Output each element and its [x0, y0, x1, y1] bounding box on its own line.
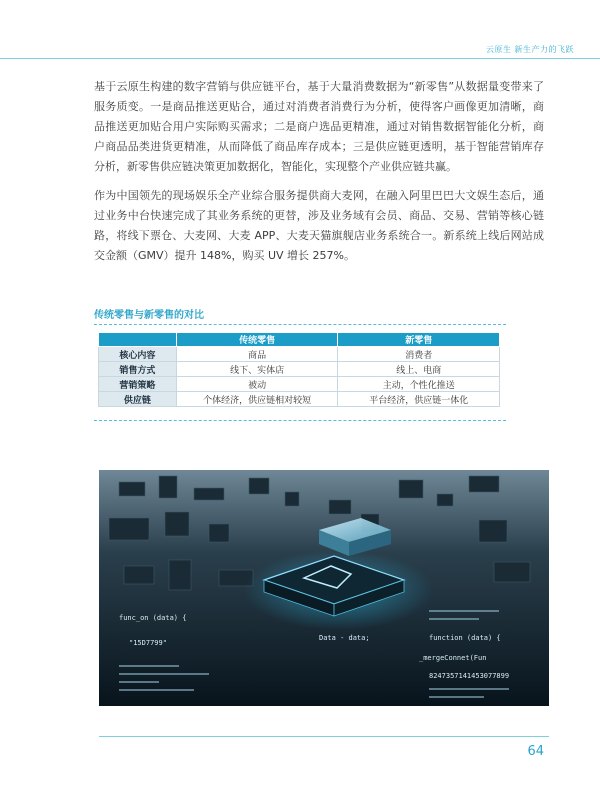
table-header-corner [99, 333, 177, 347]
paragraph-2: 作为中国领先的现场娱乐全产业综合服务提供商大麦网，在融入阿里巴巴大文娱生态后，通过业务中台快速完成了其业务系统的更替，涉及业务域有会员、商品、交易、营销等核心链路，将线下票仓、大麦网、大麦 APP、大麦天猫旗舰店业务系统合一。新系统上线后网站成交金额（GMV）提升 148%，购买 UV 增长 257%。 [94, 189, 544, 262]
table-header-row [99, 333, 500, 347]
table-title: 传统零售与新零售的对比 [94, 310, 204, 321]
circuit-board-illustration [99, 470, 549, 706]
footer-divider [99, 736, 549, 737]
code-snippet: "15D7799" [129, 639, 167, 647]
table-row [99, 377, 500, 392]
table-header-new: 新零售 [338, 333, 500, 347]
table-row [99, 362, 500, 377]
row-label: 核心内容 [99, 347, 177, 362]
cell-traditional: 线下、实体店 [176, 362, 338, 377]
cell-traditional: 被动 [176, 377, 338, 392]
row-label: 销售方式 [99, 362, 177, 377]
paragraph-1: 基于云原生构建的数字营销与供应链平台，基于大量消费数据为“新零售”从数据量变带来了服务质变。一是商品推送更贴合，通过对消费者消费行为分析，使得客户画像更加清晰，商品推送更加贴合用户实际购买需求；二是商户选品更精准，通过对销售数据智能化分析，商户商品品类进货更精准，从而降低了商品库存成本；三是供应链更透明，基于智能营销库存分析，新零售供应链决策更加数据化，智能化，实现整个产业供应链共赢。 [94, 80, 544, 173]
table-top-divider [94, 324, 506, 325]
code-snippet: Data - data; [319, 634, 370, 642]
code-snippet: function (data) { [429, 634, 501, 642]
code-snippet: func_on (data) { [119, 614, 187, 622]
row-label: 供应链 [99, 392, 177, 407]
table-bottom-divider [94, 420, 506, 421]
table-header-traditional: 传统零售 [176, 333, 338, 347]
code-snippet: 8247357141453077899 [429, 672, 510, 680]
header-tagline: 云原生 新生产力的飞跃 [485, 45, 574, 54]
cell-traditional: 个体经济，供应链相对较短 [176, 392, 338, 407]
code-snippet: _mergeConnet(Fun [419, 654, 487, 662]
cell-new: 消费者 [338, 347, 500, 362]
table-row [99, 392, 500, 407]
cell-new: 平台经济，供应链一体化 [338, 392, 500, 407]
table-row [99, 347, 500, 362]
page-number: 64 [527, 744, 544, 759]
cell-new: 线上、电商 [338, 362, 500, 377]
row-label: 营销策略 [99, 377, 177, 392]
cell-traditional: 商品 [176, 347, 338, 362]
comparison-table [98, 332, 500, 407]
header-divider [0, 58, 600, 59]
cell-new: 主动，个性化推送 [338, 377, 500, 392]
